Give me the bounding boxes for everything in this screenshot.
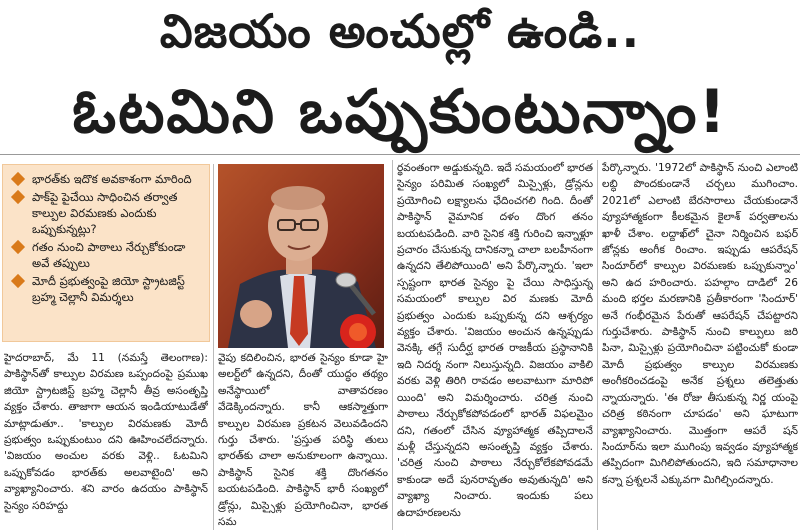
highlight-item (11, 189, 203, 237)
highlight-text: మోదీ ప్రభుత్వంపై జియో స్ట్రాటజిస్ట్ బ్రహ్మ చెల్లానీ విమర్శలు (32, 274, 185, 304)
article-column-4: పేర్కొన్నారు. '1972లో పాకిస్థాన్ నుంచి ఎలాంటి లబ్ధి పొందకుండానే చర్చలు ముగించాం. 2021లో ఎలాంటి బేరసారాలు చేయకుండానే వ్యూహాత్మకంగా కీలకమైన కైలాశ్ పర్వతాలను ఖాళీ చేశాం. లద్దాఖ్‌లో చైనా నిర్మించిన బఫర్ జోన్లకు అంగీక రించాం. ఇప్పుడు ఆపరేషన్ సిందూర్‌లో కాల్పుల విరమణకు ఒప్పుకున్నాం' అని ఉద హరించారు. పహల్గాం దాడిలో 26 మంది భర్తల మరణానికి ప్రతీకారంగా 'సిందూర్' అనే గంభీరమైన పేరుతో ఆపరేషన్ చేపట్టారని గుర్తుచేశారు. పాకిస్థాన్ నుంచి కాల్పులు జరి పినా, మిస్సైళ్లు ప్రయోగించినా పట్టించుకో కుండా మోదీ ప్రభుత్వం కాల్పుల విరమణకు అంగీకరించడంపై అనేక ప్రశ్నలు తలెత్తుతు న్నాయన్నారు. 'ఈ రోజు తీసుకున్న నిర్ణ యంపై చరిత్ర కఠినంగా చూపడం' అని ఘాటుగా వ్యాఖ్యానించారు. మొత్తంగా ఆపరే షన్ సిందూర్‌ను ఇలా ముగింపు ఇవ్వడం వ్యూహాత్మక తప్పిదంగా మిగిలిపోతుందని, ఇది సమాధానాల కన్నా ప్రశ్నలనే ఎక్కువగా మిగిల్చిందన్నారు. (602, 162, 798, 486)
bullet-icon (11, 274, 25, 288)
speaker-photo (218, 164, 384, 348)
article-column-2: వైపు కదిలించిన, భారత సైన్యం కూడా హై అలర్ట్‌లో ఉన్నదని, దీంతో యుద్ధం తథ్యం అనేస్థాయిలో వాతావరణం వేడెక్కిందన్నారు. కానీ ఆకస్మాత్తుగా కాల్పుల విరమణ ప్రకటన వెలువడిందని గుర్తు చేశారు. 'ప్రస్తుత పరిస్థి తులు భారత్‌కు చాలా అనుకూలంగా ఉన్నాయి. పాకిస్థాన్ సైనిక శక్తి దొంగతనం బయటపడింది. పాకిస్థాన్ భారీ సంఖ్యలో డ్రోన్లు, మిస్సైళ్లు ప్రయోగించినా, భారత సమ (218, 352, 388, 529)
highlight-text: పాక్‌పై పైచేయి సాధించిన తర్వాత కాల్పుల విరమణకు ఎందుకు ఒప్పుకున్నట్లు? (32, 190, 178, 236)
column-rule (597, 160, 598, 530)
divider (0, 154, 800, 155)
highlight-item (11, 273, 203, 305)
highlight-item (11, 171, 203, 187)
highlight-item (11, 239, 203, 271)
highlight-text: గతం నుంచి పాఠాలు నేర్చుకోకుండా అవే తప్పులు (32, 240, 186, 270)
column-rule (392, 160, 393, 530)
article-column-1: హైదరాబాద్, మే 11 (నమస్తే తెలంగాణ): పాకిస్థాన్‌తో కాల్పుల విరమణ ఒప్పందంపై ప్రముఖ జియో స్ట్రాటజిస్ట్ బ్రహ్మ చెల్లానీ తీవ్ర అసంతృప్తి వ్యక్తం చేశారు. తాజాగా ఆయన ఇండియాటుడేతో మాట్లాడుతూ.. 'కాల్పుల విరమణకు మోదీ ప్రభుత్వం ఒప్పుకుంటుం దని ఊహించలేదన్నారు. 'విజయం అంచుల వరకు వెళ్లి.. ఓటమిని ఒప్పుకోవడం భారత్‌కు అలవాటైంది' అని వ్యాఖ్యానించారు. శని వారం ఉదయం పాకిస్థాన్ సైన్యం సరిహద్దు (4, 352, 208, 512)
bullet-icon (11, 240, 25, 254)
column-rule (213, 164, 214, 530)
highlight-text: భారత్‌కు ఇదొక అవకాశంగా మారింది (32, 172, 192, 186)
bullet-icon (11, 190, 25, 204)
headline-line-2: ఓటమిని ఒప్పుకుంటున్నాం! (72, 77, 728, 147)
highlights-box (2, 164, 210, 342)
headline-line-1: విజయం అంచుల్లో ఉండి.. (159, 4, 641, 58)
bullet-icon (11, 172, 25, 186)
article-column-3: ర్థవంతంగా అడ్డుకున్నది. ఇదే సమయంలో భారత సైన్యం పరిమిత సంఖ్యలో మిస్సైళ్లు, డ్రోన్లను ప్రయోగించి లక్ష్యాలను ఛేదించగలి గింది. దీంతో పాకిస్థాన్ వైమానిక దళం దొంగ తనం బయటపడింది. వారి సైనిక శక్తి గురించి ఇన్నాళ్లూ ప్రచారం చేసుకున్న దానికన్నా చాలా బలహీనంగా ఉన్నదని తేలిపోయింది' అని పేర్కొన్నారు. 'ఇలా స్పష్టంగా భారత సైన్యం పై చేయి సాధిస్తున్న సమయంలో కాల్పుల విర మణకు మోదీ ప్రభుత్వం ఎందుకు ఒప్పుకున్న దని ఆశ్చర్యం వ్యక్తం చేశారు. 'విజయం అంచున ఉన్నప్పుడు వెనక్కి తగ్గే సుదీర్ఘ భారత రాజకీయ ప్రస్థానానికి ఇది నిదర్శ నంగా నిలుస్తున్నది. విజయం వాకిలి వరకు వెళ్లి తిరిగి రావడం అలవాటుగా మారిపో యింది' అని విమర్శించారు. చరిత్ర నుంచి పాఠాలు నేర్చుకోకపోవడంలో భారత్ విఫలమైం దని, గతంలో చేసిన వ్యూహాత్మక తప్పిదాలనే మళ్లీ చేస్తున్నదని అసంతృప్తి వ్యక్తం చేశారు. 'చరిత్ర నుంచి పాఠాలు నేర్చుకోలేకపోవడమే కాకుండా అదే పునరావృతం అవుతున్నది' అని వ్యాఖ్యా నించారు. ఇందుకు పలు ఉదాహరణలను (397, 162, 593, 519)
